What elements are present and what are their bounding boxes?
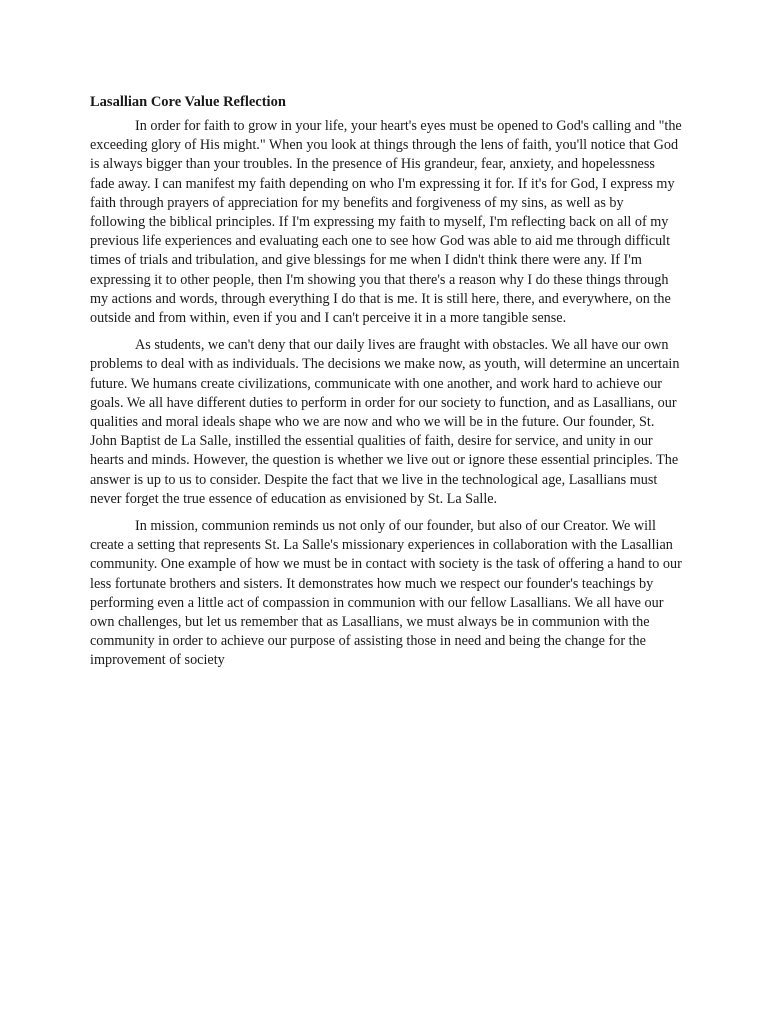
paragraph-faith: In order for faith to grow in your life, your heart's eyes must be opened to God's calling and "the exceeding glory of His might." When you look at things through the lens of faith, you'll notice that God is always bigger than your troubles. In the presence of His grandeur, fear, anxiety, and hopelessness fade away. I can manifest my faith depending on who I'm expressing it for. If it's for God, I express my faith through prayers of appreciation for my benefits and forgiveness of my sins, as well as by following the biblical principles. If I'm expressing my faith to myself, I'm reflecting back on all of my previous life experiences and evaluating each one to see how God was able to aid me through difficult times of trials and tribulation, and give blessings for me when I didn't think there were any. If I'm expressing it to other people, then I'm showing you that there's a reason why I do these things through my actions and words, through everything I do that is me. It is still here, there, and everywhere, on the outside and from within, even if you and I can't perceive it in a more tangible sense. bbox=[90, 118, 682, 327]
document-title: Lasallian Core Value Reflection bbox=[90, 94, 286, 110]
paragraph-students: As students, we can't deny that our daily lives are fraught with obstacles. We all have our own problems to deal with as individuals. The decisions we make now, as youth, will determine an uncertain future. We humans create civilizations, communicate with one another, and work hard to achieve our goals. We all have different duties to perform in order for our society to function, and as Lasallians, our qualities and moral ideals shape who we are now and who we will be in the future. Our founder, St. John Baptist de La Salle, instilled the essential qualities of faith, desire for service, and unity in our hearts and minds. However, the question is whether we live out or ignore these essential principles. The answer is up to us to consider. Despite the fact that we live in the technological age, Lasallians must never forget the true essence of education as envisioned by St. La Salle. bbox=[90, 337, 680, 507]
paragraph-mission: In mission, communion reminds us not only of our founder, but also of our Creator. We will create a setting that represents St. La Salle's missionary experiences in collaboration with the Lasallian community. One example of how we must be in contact with society is the task of offering a hand to our less fortunate brothers and sisters. It demonstrates how much we respect our founder's teachings by performing even a little act of compassion in communion with our fellow Lasallians. We all have our own challenges, but let us remember that as Lasallians, we must always be in communion with the community in order to achieve our purpose of assisting those in need and being the change for the improvement of society bbox=[90, 518, 682, 669]
document-body bbox=[90, 94, 682, 679]
